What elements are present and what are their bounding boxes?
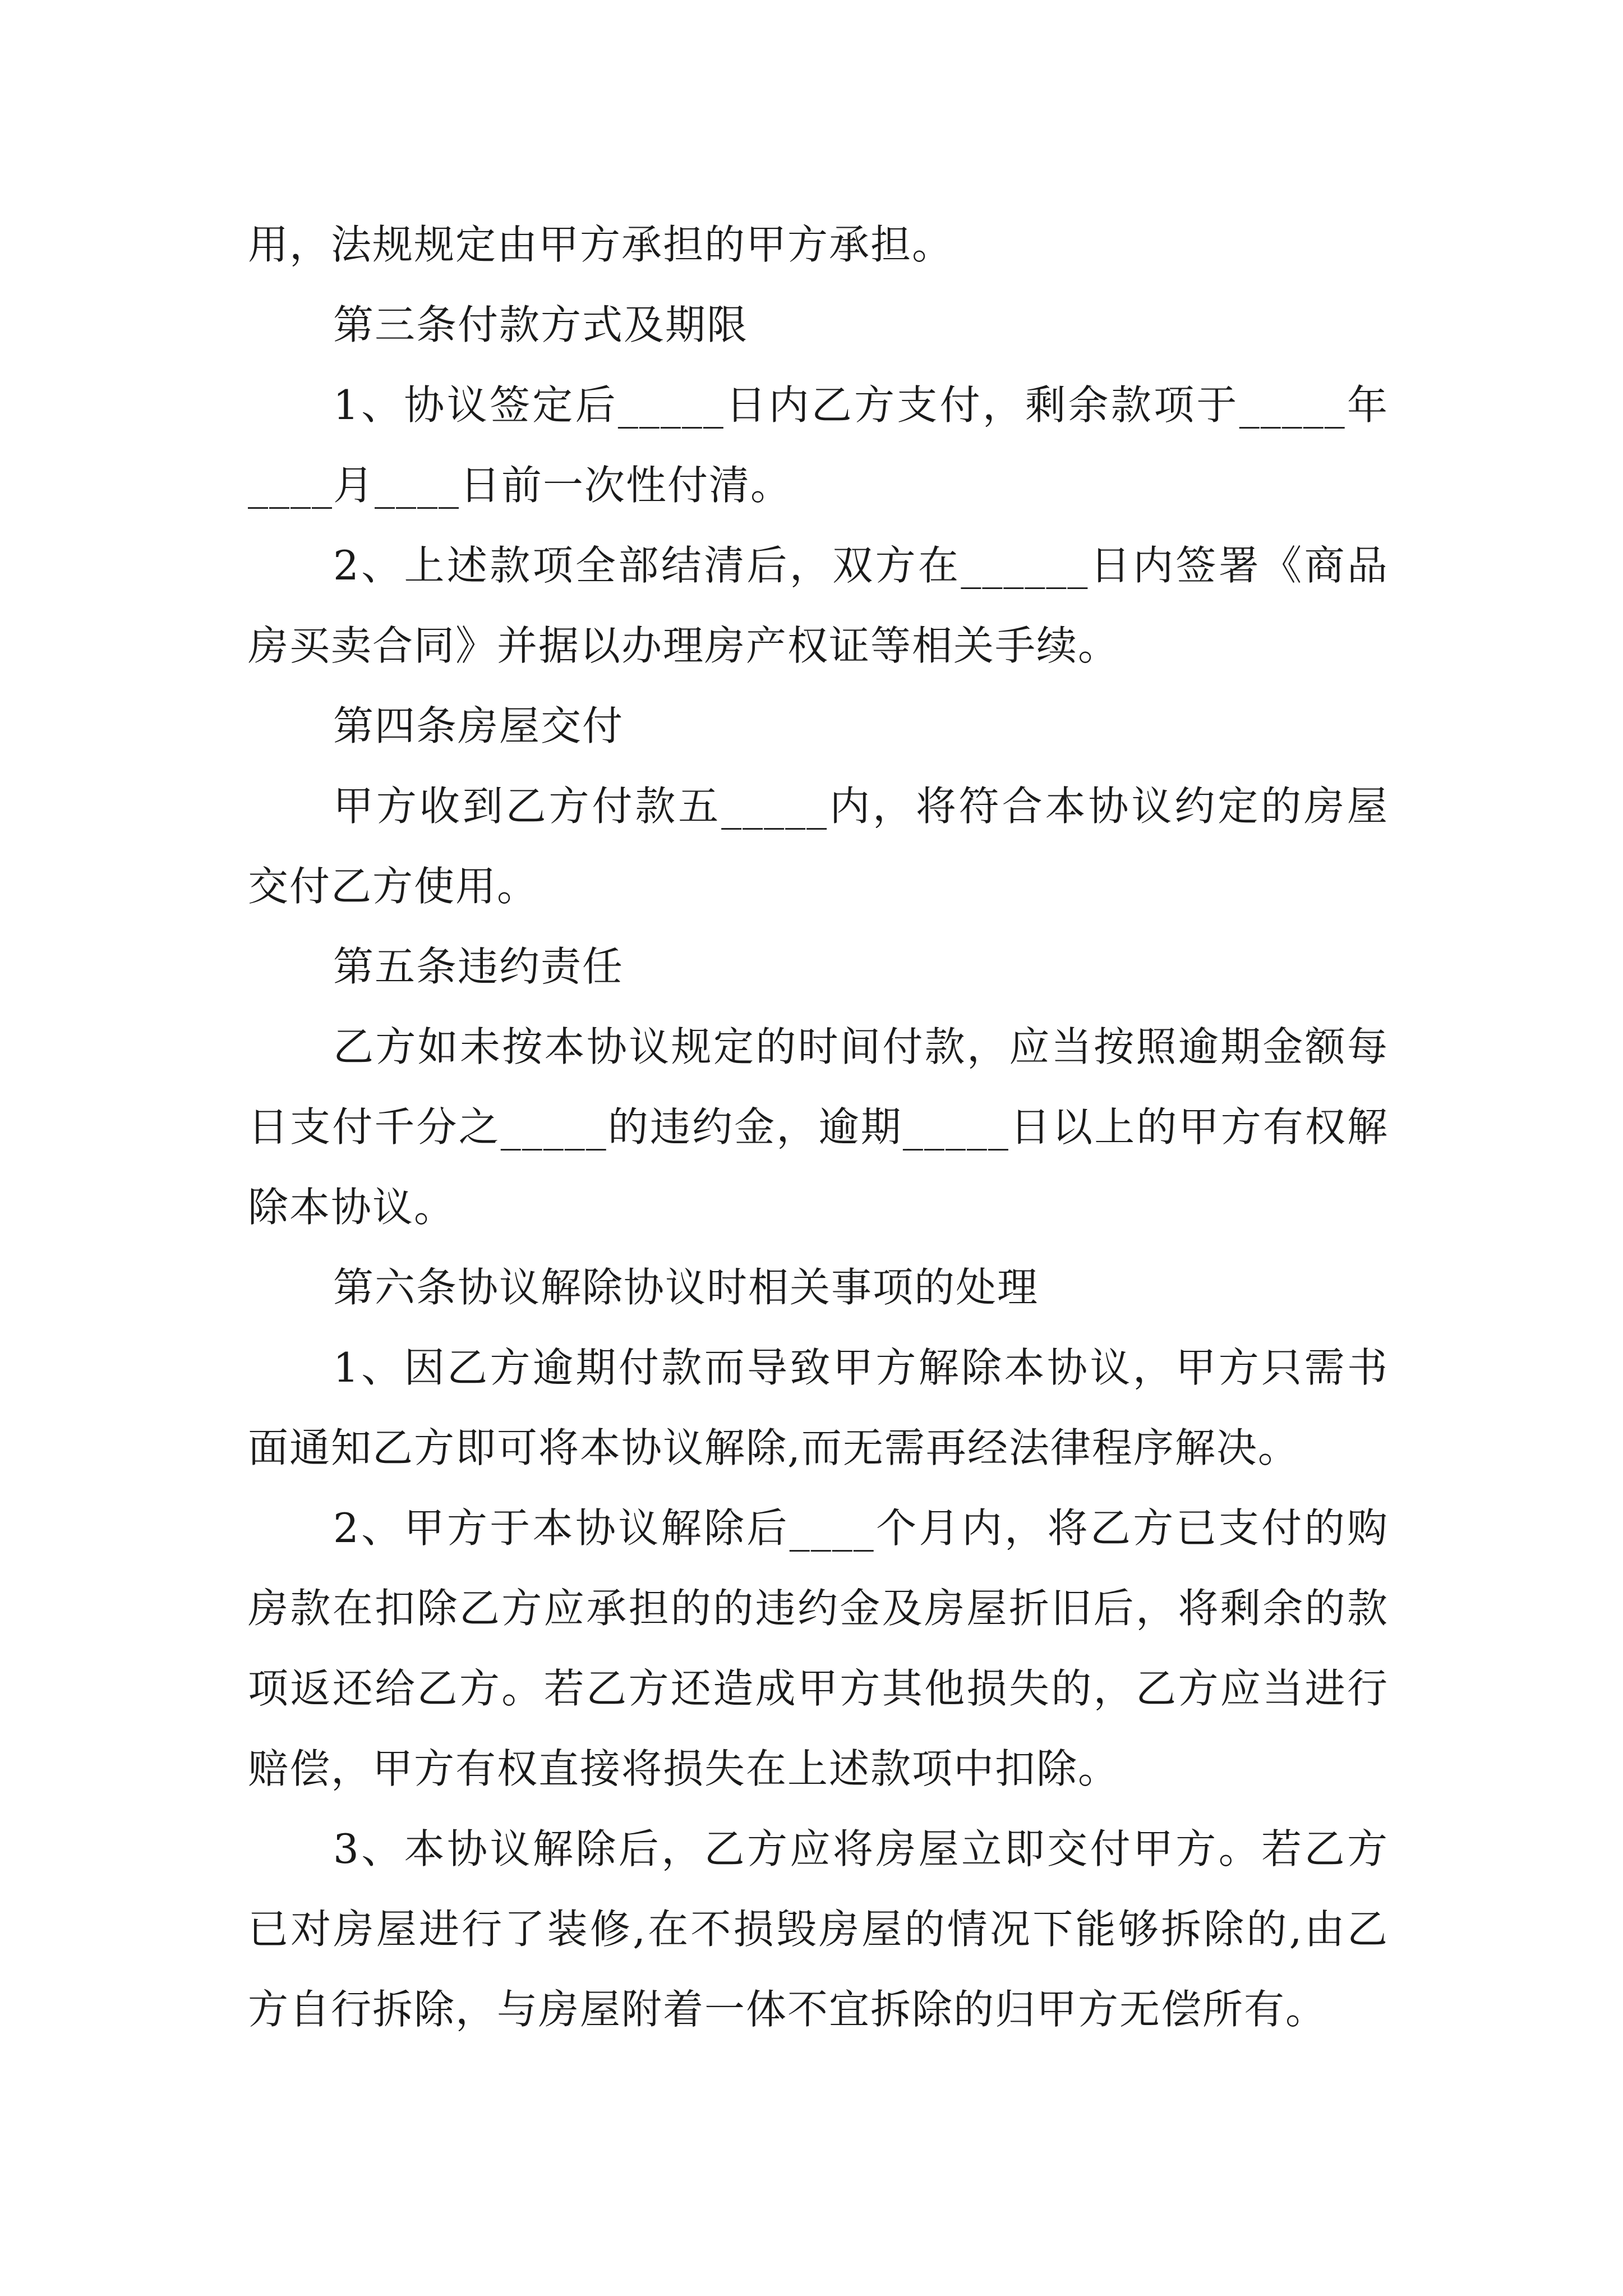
paragraph-article-6-item-1: 1、因乙方逾期付款而导致甲方解除本协议，甲方只需书面通知乙方即可将本协议解除,而无需再经法律程序解决。	[248, 1344, 1389, 1471]
paragraph-article-4: 甲方收到乙方付款五_____内，将符合本协议约定的房屋交付乙方使用。	[248, 783, 1389, 910]
paragraph-article-3-item-1: 1、协议签定后_____日内乙方支付，剩余款项于_____年____月____日前一次性付清。	[248, 381, 1389, 509]
paragraph-article-6-item-3: 3、本协议解除后，乙方应将房屋立即交付甲方。若乙方已对房屋进行了装修,在不损毁房屋的情况下能够拆除的,由乙方自行拆除，与房屋附着一体不宜拆除的归甲方无偿所有。	[248, 1825, 1389, 2033]
document-body	[248, 205, 1389, 2050]
heading-article-3: 第三条付款方式及期限	[333, 301, 749, 348]
heading-article-4: 第四条房屋交付	[333, 702, 624, 749]
heading-article-6: 第六条协议解除协议时相关事项的处理	[333, 1264, 1039, 1311]
paragraph-continuation: 用，法规规定由甲方承担的甲方承担。	[248, 221, 954, 268]
paragraph-article-6-item-2: 2、甲方于本协议解除后____个月内，将乙方已支付的购房款在扣除乙方应承担的的违约金及房屋折旧后，将剩余的款项返还给乙方。若乙方还造成甲方其他损失的，乙方应当进行赔偿，甲方有权直接将损失在上述款项中扣除。	[248, 1504, 1389, 1792]
paragraph-article-3-item-2: 2、上述款项全部结清后，双方在______日内签署《商品房买卖合同》并据以办理房产权证等相关手续。	[248, 542, 1389, 669]
paragraph-article-5: 乙方如未按本协议规定的时间付款，应当按照逾期金额每日支付千分之_____的违约金，逾期_____日以上的甲方有权解除本协议。	[248, 1023, 1389, 1231]
heading-article-5: 第五条违约责任	[333, 943, 624, 990]
